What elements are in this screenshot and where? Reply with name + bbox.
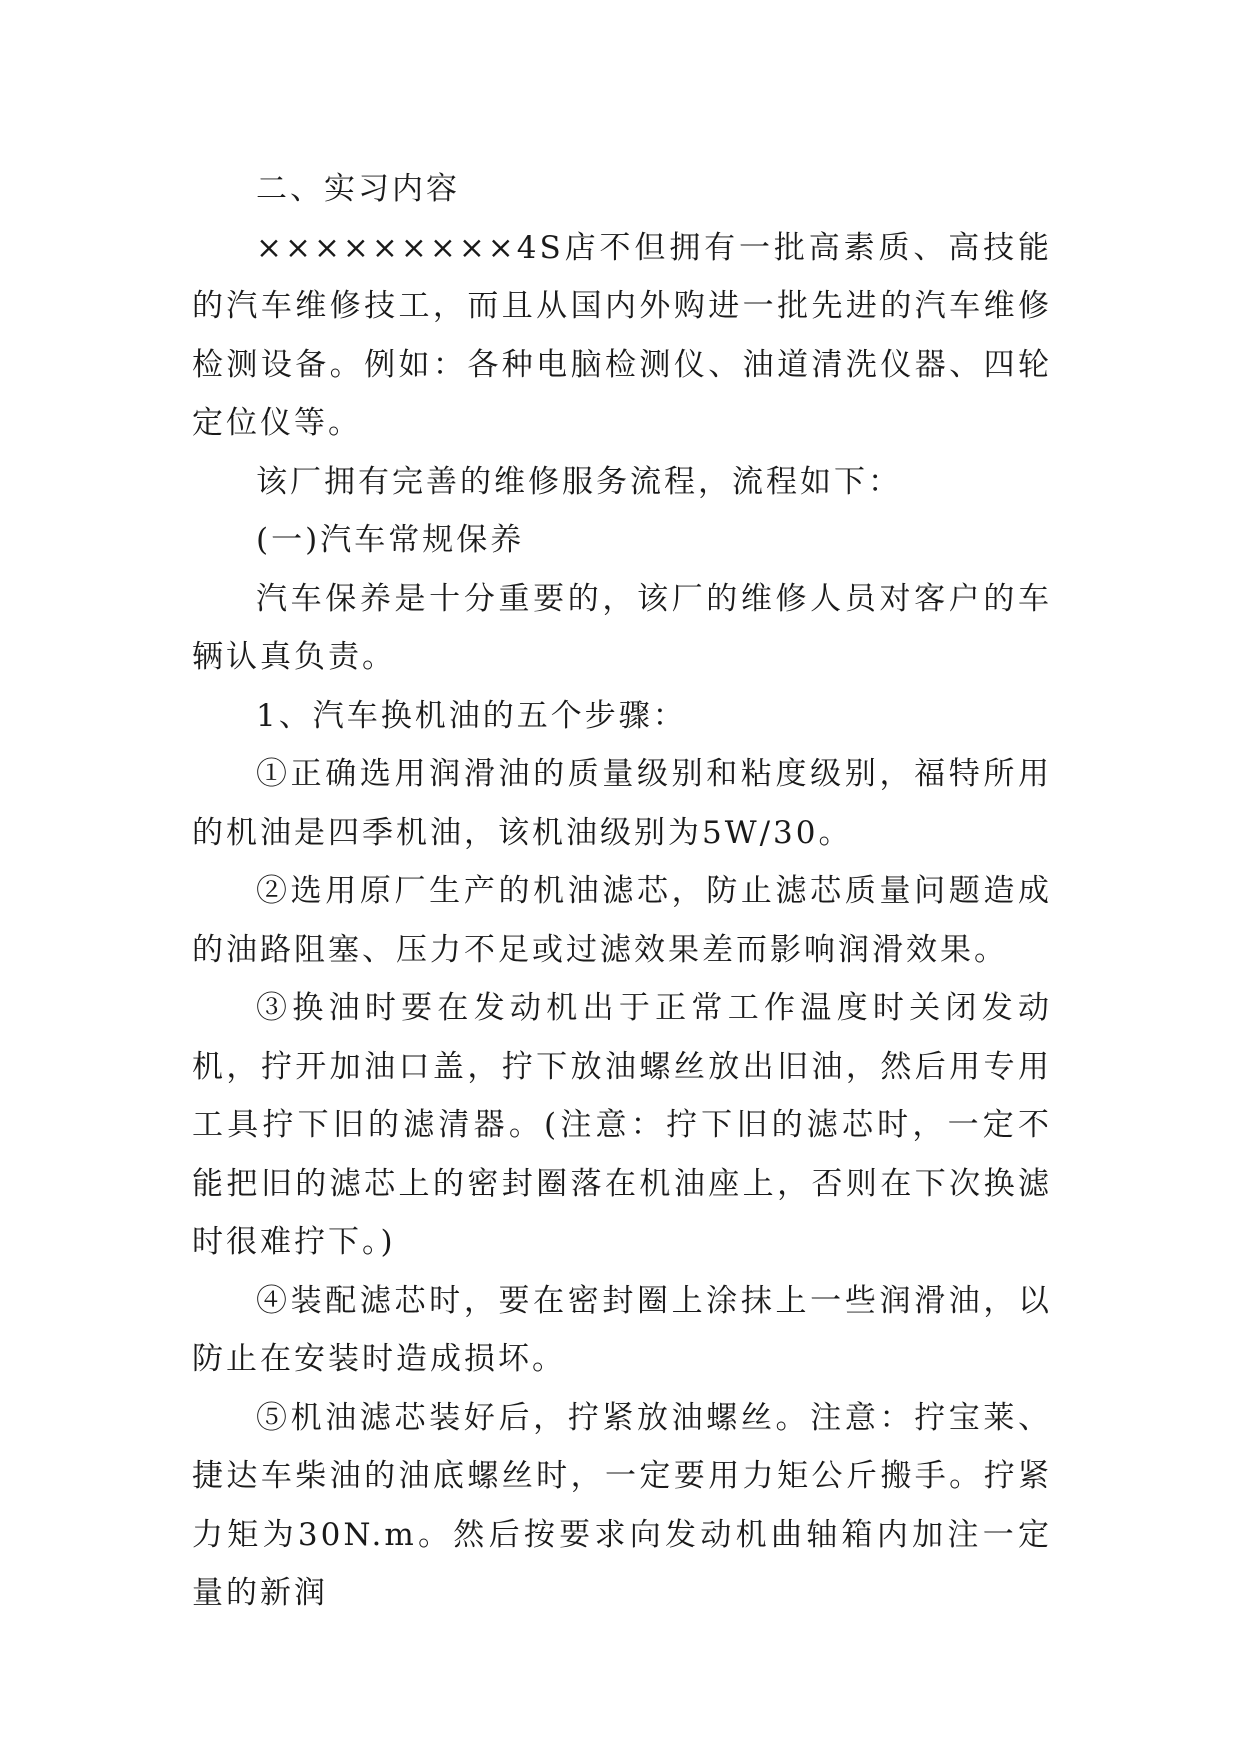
section-heading: 二、实习内容 bbox=[256, 171, 460, 207]
list-item: ④装配滤芯时，要在密封圈上涂抹上一些润滑油，以防止在安装时造成损坏。 bbox=[192, 1282, 1052, 1377]
list-item: ②选用原厂生产的机油滤芯，防止滤芯质量问题造成的油路阻塞、压力不足或过滤效果差而影响润滑效果。 bbox=[192, 873, 1052, 968]
list-item: ⑤机油滤芯装好后，拧紧放油螺丝。注意：拧宝莱、捷达车柴油的油底螺丝时，一定要用力矩公斤搬手。拧紧力矩为30N.m。然后按要求向发动机曲轴箱内加注一定量的新润 bbox=[192, 1399, 1052, 1611]
list-item: ①正确选用润滑油的质量级别和粘度级别，福特所用的机油是四季机油，该机油级别为5W/30。 bbox=[192, 756, 1052, 851]
body-paragraph: ×××××××××4S店不但拥有一批高素质、高技能的汽车维修技工，而且从国内外购进一批先进的汽车维修检测设备。例如：各种电脑检测仪、油道清洗仪器、四轮定位仪等。 bbox=[192, 229, 1052, 441]
body-paragraph: 汽车保养是十分重要的，该厂的维修人员对客户的车辆认真负责。 bbox=[192, 580, 1052, 675]
document-body bbox=[192, 160, 1052, 1623]
body-paragraph: 该厂拥有完善的维修服务流程，流程如下： bbox=[256, 463, 902, 500]
list-item: ③换油时要在发动机出于正常工作温度时关闭发动机，拧开加油口盖，拧下放油螺丝放出旧油，然后用专用工具拧下旧的滤清器。(注意：拧下旧的滤芯时，一定不能把旧的滤芯上的密封圈落在机油座上，否则在下次换滤时很难拧下。) bbox=[192, 990, 1052, 1260]
subsection-heading: (一)汽车常规保养 bbox=[256, 522, 525, 558]
list-heading: 1、汽车换机油的五个步骤： bbox=[256, 697, 687, 734]
